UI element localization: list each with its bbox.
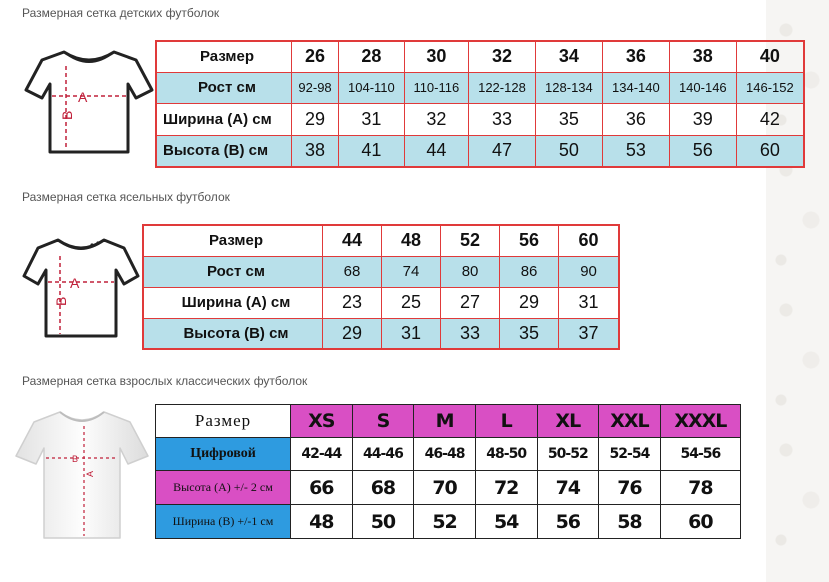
- infant-size: 48: [382, 225, 441, 256]
- adult-cell: 58: [599, 505, 661, 539]
- kids-cell: 134-140: [602, 72, 669, 103]
- adult-cell: 48: [291, 505, 353, 539]
- infant-row-label: Ширина (А) см: [143, 287, 323, 318]
- kids-cell: 92-98: [292, 72, 339, 103]
- infant-cell: 33: [441, 318, 500, 349]
- kids-cell: 146-152: [736, 72, 804, 103]
- adult-cell: 50-52: [537, 438, 599, 471]
- infant-label-b: B: [53, 296, 69, 306]
- adult-cell: 56: [537, 505, 599, 539]
- adult-cell: 54-56: [660, 438, 740, 471]
- infant-cell: 86: [500, 256, 559, 287]
- kids-cell: 53: [602, 135, 669, 167]
- kids-cell: 35: [535, 103, 602, 135]
- infant-cell: 74: [382, 256, 441, 287]
- adult-size: XXL: [599, 405, 661, 438]
- infant-size-table: [142, 224, 620, 350]
- adult-cell: 50: [352, 505, 414, 539]
- infant-cell: 25: [382, 287, 441, 318]
- adult-row-label: Ширина (В) +/-1 см: [156, 505, 291, 539]
- kids-cell: 29: [292, 103, 339, 135]
- adult-size-header: Размер: [156, 405, 291, 438]
- kids-cell: 38: [292, 135, 339, 167]
- kids-cell: 42: [736, 103, 804, 135]
- infant-label-a: A: [70, 275, 80, 291]
- adult-size: XL: [537, 405, 599, 438]
- kids-size: 34: [535, 41, 602, 72]
- kids-cell: 41: [339, 135, 405, 167]
- infant-size: 60: [559, 225, 619, 256]
- kids-label-b: B: [59, 110, 75, 120]
- kids-cell: 39: [669, 103, 736, 135]
- kids-row-label: Высота (В) см: [156, 135, 292, 167]
- infant-cell: 35: [500, 318, 559, 349]
- adult-cell: 76: [599, 471, 661, 505]
- infant-cell: 90: [559, 256, 619, 287]
- adult-cell: 48-50: [475, 438, 537, 471]
- kids-section-title: Размерная сетка детских футболок: [22, 6, 220, 20]
- adult-size: M: [414, 405, 476, 438]
- kids-size-header: Размер: [156, 41, 292, 72]
- infant-section-title: Размерная сетка ясельных футболок: [22, 190, 230, 204]
- kids-size: 40: [736, 41, 804, 72]
- adult-size-table: [155, 404, 741, 539]
- kids-table-wrapper: [155, 40, 794, 180]
- adult-row-label: Цифровой: [156, 438, 291, 471]
- kids-cell: 36: [602, 103, 669, 135]
- adult-size: L: [475, 405, 537, 438]
- kids-cell: 32: [404, 103, 468, 135]
- infant-size: 56: [500, 225, 559, 256]
- kids-cell: 140-146: [669, 72, 736, 103]
- adult-cell: 54: [475, 505, 537, 539]
- adult-size: XXXL: [660, 405, 740, 438]
- infant-size-header: Размер: [143, 225, 323, 256]
- kids-cell: 50: [535, 135, 602, 167]
- kids-row-label: Рост см: [156, 72, 292, 103]
- kids-label-a: A: [78, 89, 88, 105]
- infant-cell: 31: [382, 318, 441, 349]
- adult-cell: 60: [660, 505, 740, 539]
- infant-cell: 31: [559, 287, 619, 318]
- adult-cell: 52-54: [599, 438, 661, 471]
- adult-label-a: A: [85, 470, 95, 477]
- adult-size: XS: [291, 405, 353, 438]
- kids-size: 28: [339, 41, 405, 72]
- kids-size: 38: [669, 41, 736, 72]
- kids-row-label: Ширина (А) см: [156, 103, 292, 135]
- adult-cell: 72: [475, 471, 537, 505]
- kids-size-table: [155, 40, 805, 168]
- infant-size: 52: [441, 225, 500, 256]
- adult-cell: 46-48: [414, 438, 476, 471]
- adult-cell: 70: [414, 471, 476, 505]
- adult-tshirt-diagram: [12, 404, 152, 544]
- infant-row-label: Рост см: [143, 256, 323, 287]
- infant-size: 44: [323, 225, 382, 256]
- kids-cell: 47: [468, 135, 535, 167]
- kids-cell: 33: [468, 103, 535, 135]
- kids-tshirt-diagram: [22, 46, 156, 158]
- infant-cell: 68: [323, 256, 382, 287]
- infant-cell: 29: [323, 318, 382, 349]
- kids-cell: 128-134: [535, 72, 602, 103]
- kids-cell: 122-128: [468, 72, 535, 103]
- adult-section-title: Размерная сетка взрослых классических футболок: [22, 374, 308, 388]
- infant-cell: 27: [441, 287, 500, 318]
- adult-row-label: Высота (А) +/- 2 см: [156, 471, 291, 505]
- infant-tshirt-diagram: [20, 234, 142, 342]
- infant-cell: 29: [500, 287, 559, 318]
- kids-cell: 44: [404, 135, 468, 167]
- kids-size: 26: [292, 41, 339, 72]
- kids-cell: 60: [736, 135, 804, 167]
- infant-cell: 23: [323, 287, 382, 318]
- adult-size: S: [352, 405, 414, 438]
- kids-cell: 104-110: [339, 72, 405, 103]
- kids-cell: 31: [339, 103, 405, 135]
- kids-size: 36: [602, 41, 669, 72]
- adult-label-b: B: [72, 454, 79, 464]
- adult-cell: 66: [291, 471, 353, 505]
- kids-cell: 56: [669, 135, 736, 167]
- infant-cell: 37: [559, 318, 619, 349]
- kids-size: 32: [468, 41, 535, 72]
- kids-cell: 110-116: [404, 72, 468, 103]
- adult-cell: 74: [537, 471, 599, 505]
- kids-size: 30: [404, 41, 468, 72]
- adult-cell: 52: [414, 505, 476, 539]
- adult-cell: 44-46: [352, 438, 414, 471]
- infant-cell: 80: [441, 256, 500, 287]
- adult-cell: 78: [660, 471, 740, 505]
- infant-row-label: Высота (В) см: [143, 318, 323, 349]
- adult-cell: 42-44: [291, 438, 353, 471]
- adult-cell: 68: [352, 471, 414, 505]
